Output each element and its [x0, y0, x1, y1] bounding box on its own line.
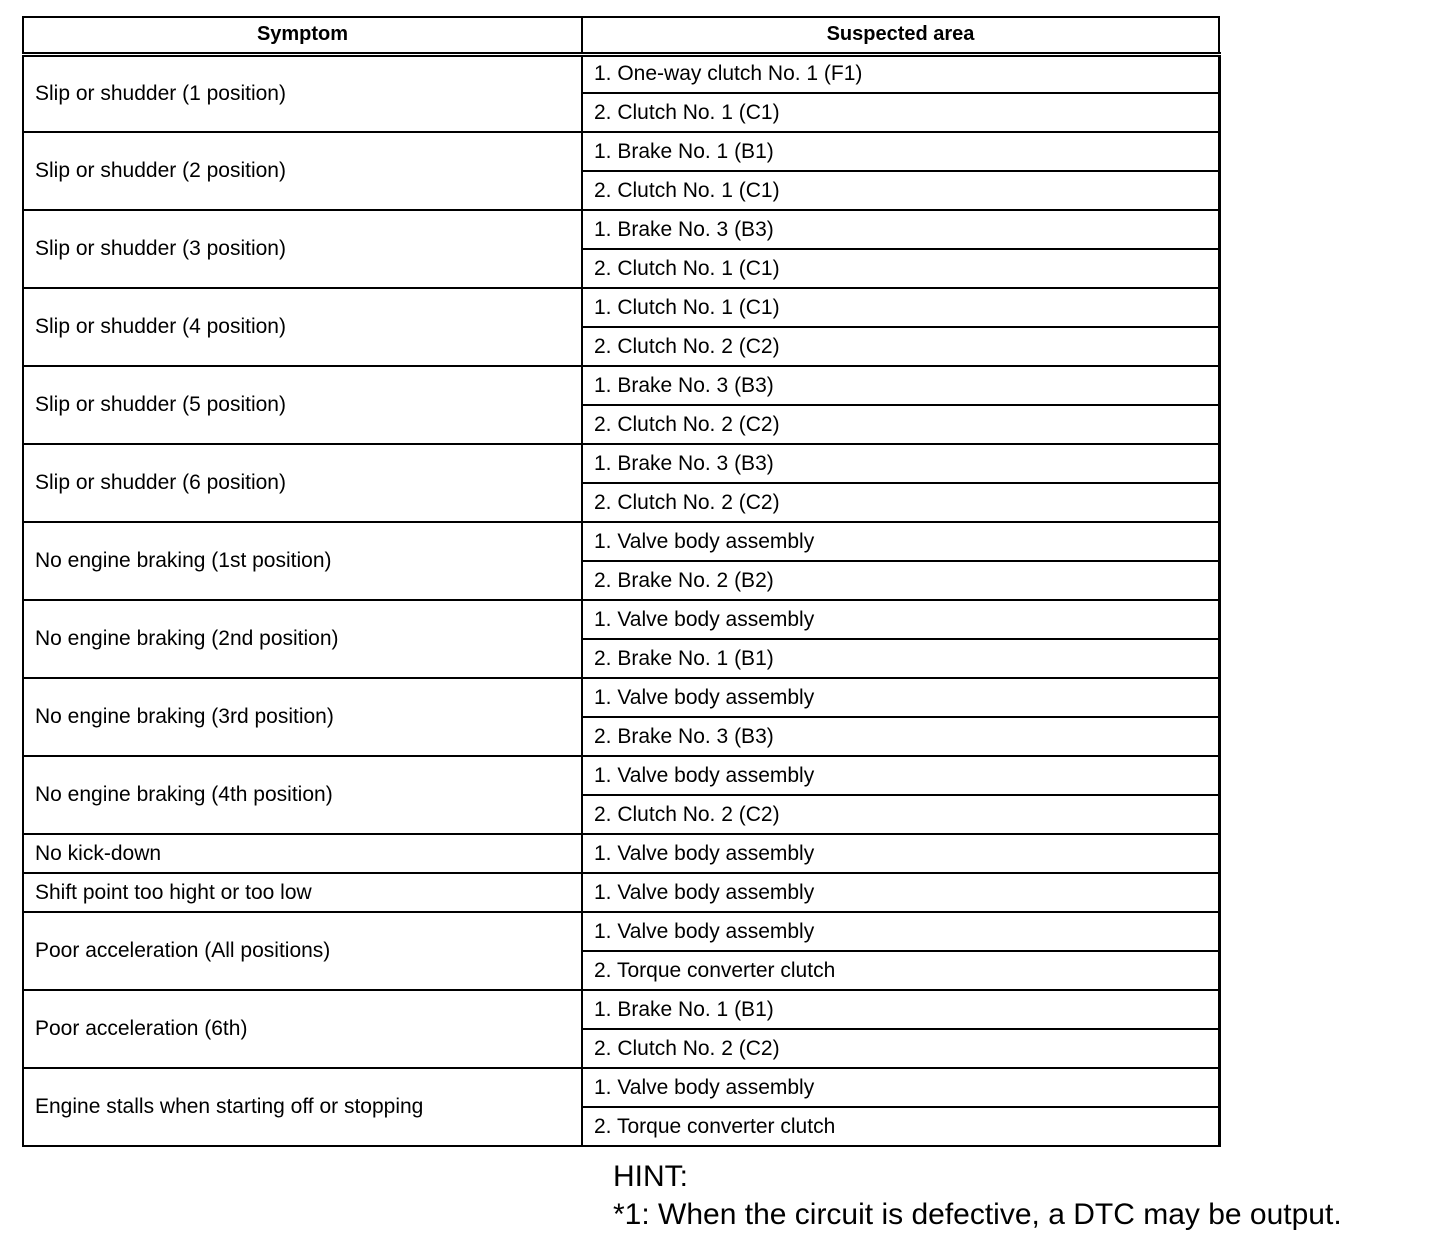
symptom-cell: Poor acceleration (All positions)	[23, 912, 582, 990]
symptom-cell: No engine braking (2nd position)	[23, 600, 582, 678]
table-row	[23, 990, 1219, 1029]
table-row	[23, 756, 1219, 795]
suspected-area-cell: 1. Brake No. 1 (B1)	[582, 132, 1219, 171]
suspected-area-cell: 2. Clutch No. 1 (C1)	[582, 171, 1219, 210]
table-body	[23, 54, 1219, 1146]
symptom-cell: No engine braking (4th position)	[23, 756, 582, 834]
suspected-area-cell: 1. Valve body assembly	[582, 1068, 1219, 1107]
suspected-area-cell: 2. Brake No. 1 (B1)	[582, 639, 1219, 678]
symptom-header: Symptom	[23, 17, 582, 54]
symptom-cell: Slip or shudder (3 position)	[23, 210, 582, 288]
suspected-area-cell: 1. Valve body assembly	[582, 678, 1219, 717]
symptom-cell: No kick-down	[23, 834, 582, 873]
hint-block	[613, 1158, 1342, 1234]
table-row	[23, 1068, 1219, 1107]
suspected-area-cell: 1. Brake No. 3 (B3)	[582, 210, 1219, 249]
suspected-area-cell: 1. Valve body assembly	[582, 912, 1219, 951]
suspected-area-cell: 2. Clutch No. 1 (C1)	[582, 93, 1219, 132]
table-row	[23, 210, 1219, 249]
hint-text: *1: When the circuit is defective, a DTC may be output.	[613, 1198, 1342, 1231]
suspected-area-cell: 2. Clutch No. 1 (C1)	[582, 249, 1219, 288]
suspected-area-cell: 1. Clutch No. 1 (C1)	[582, 288, 1219, 327]
symptom-cell: Slip or shudder (4 position)	[23, 288, 582, 366]
table-header-row	[23, 17, 1219, 54]
table-row	[23, 54, 1219, 93]
symptom-cell: Slip or shudder (2 position)	[23, 132, 582, 210]
suspected-area-cell: 2. Brake No. 3 (B3)	[582, 717, 1219, 756]
suspected-area-cell: 1. Valve body assembly	[582, 756, 1219, 795]
suspected-area-cell: 2. Torque converter clutch	[582, 1107, 1219, 1146]
suspected-area-cell: 2. Clutch No. 2 (C2)	[582, 405, 1219, 444]
suspected-area-cell: 1. Valve body assembly	[582, 873, 1219, 912]
table-row	[23, 912, 1219, 951]
symptom-cell: Slip or shudder (5 position)	[23, 366, 582, 444]
table-row	[23, 600, 1219, 639]
hint-title: HINT:	[613, 1160, 688, 1193]
suspected-area-cell: 1. Brake No. 3 (B3)	[582, 444, 1219, 483]
symptom-cell: Shift point too hight or too low	[23, 873, 582, 912]
suspected-area-cell: 1. One-way clutch No. 1 (F1)	[582, 54, 1219, 93]
table-row	[23, 444, 1219, 483]
table-row	[23, 132, 1219, 171]
symptom-cell: Engine stalls when starting off or stopping	[23, 1068, 582, 1146]
suspected-area-cell: 2. Clutch No. 2 (C2)	[582, 795, 1219, 834]
suspected-area-cell: 1. Brake No. 1 (B1)	[582, 990, 1219, 1029]
suspected-area-cell: 1. Valve body assembly	[582, 522, 1219, 561]
table-row	[23, 834, 1219, 873]
table-row	[23, 522, 1219, 561]
symptom-cell: Poor acceleration (6th)	[23, 990, 582, 1068]
symptom-cell: Slip or shudder (6 position)	[23, 444, 582, 522]
suspected-area-cell: 1. Valve body assembly	[582, 834, 1219, 873]
symptom-cell: Slip or shudder (1 position)	[23, 54, 582, 132]
suspected-area-header: Suspected area	[582, 17, 1219, 54]
suspected-area-cell: 2. Clutch No. 2 (C2)	[582, 483, 1219, 522]
table-row	[23, 678, 1219, 717]
table-row	[23, 288, 1219, 327]
symptom-cell: No engine braking (3rd position)	[23, 678, 582, 756]
symptom-cell: No engine braking (1st position)	[23, 522, 582, 600]
table-row	[23, 873, 1219, 912]
suspected-area-cell: 1. Valve body assembly	[582, 600, 1219, 639]
suspected-area-cell: 2. Clutch No. 2 (C2)	[582, 1029, 1219, 1068]
suspected-area-cell: 2. Torque converter clutch	[582, 951, 1219, 990]
table-row	[23, 366, 1219, 405]
suspected-area-cell: 2. Clutch No. 2 (C2)	[582, 327, 1219, 366]
symptom-table	[22, 16, 1221, 1147]
suspected-area-cell: 1. Brake No. 3 (B3)	[582, 366, 1219, 405]
suspected-area-cell: 2. Brake No. 2 (B2)	[582, 561, 1219, 600]
